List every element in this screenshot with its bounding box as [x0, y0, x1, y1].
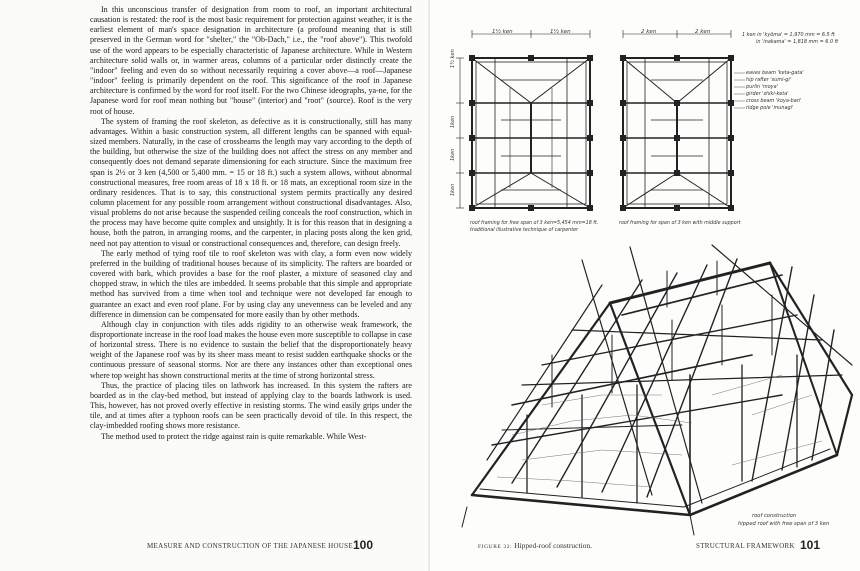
- member-legend: [742, 30, 854, 120]
- figure-caption: [478, 541, 592, 550]
- perspective-label: hipped roof with free span of 3 ken: [738, 521, 830, 527]
- perspective-label: roof construction: [752, 513, 797, 519]
- dim-label: 1ken: [450, 115, 456, 128]
- dim-label: 1½ ken: [450, 49, 456, 68]
- legend-item: purlin 'moya': [746, 84, 778, 90]
- dim-label: 2 ken: [641, 29, 657, 35]
- dim-label: 1½ ken: [550, 29, 571, 35]
- dim-label: 1ken: [450, 183, 456, 196]
- body-text: [90, 5, 412, 442]
- paragraph: Although clay in conjunction with tiles adds rigidity to an otherwise weak framework, the disproportionate increase in the roof load makes the house even more susceptible to collapse in case of horizontal stress. There is no evidence to sustain the belief that the disproportionately heavy weight of the Japanese roof was by its sheer mass meant to resist sudden earthquake shocks or the continuous pressure of seasonal storms. Nor are there any instances other than exceptional ones where top weight has shown constructional merits at the time of strong horizontal stress.: [90, 319, 412, 380]
- legend-item: in 'inakama' = 1,818 mm = 6.0 ft: [756, 39, 839, 45]
- dim-label: 1½ ken: [492, 29, 513, 35]
- legend-item: eaves beam 'keta-gata': [746, 70, 804, 76]
- plan-caption: roof framing for span of 3 ken with middle support: [619, 221, 741, 226]
- paragraph: The early method of tying roof tile to roof skeleton was with clay, a form even now widely preferred in the building of traditional houses because of its simplicity. The rafters are boarded or covered with bark, which provides a base for the roof plaster, a mixture of seasoned clay and chopped straw, in which the tiles are imbedded. It seems probable that this simple and appropriate method has survived from a time when tool and technique were not developed far enough to guarantee an exact and even roof plane. For by using clay any unevenness can be leveled and any difference in dimension can be compensated for more easily than by other methods.: [90, 248, 412, 319]
- dim-label: 1ken: [450, 148, 456, 161]
- legend-item: girder 'shiki-keta': [746, 91, 789, 97]
- plan-caption: roof framing for free span of 3 ken=5,454 mm=18 ft.: [470, 221, 599, 226]
- figure-label: FIGURE 32:: [478, 544, 513, 550]
- plan-caption: traditional illustrative technique of carpenter: [470, 228, 578, 233]
- roof-plan-free-span: [440, 28, 610, 233]
- dim-label: 2 ken: [695, 29, 711, 35]
- running-footer-left: MEASURE AND CONSTRUCTION OF THE JAPANESE HOUSE: [147, 542, 353, 550]
- page-number-left: 100: [353, 538, 374, 552]
- page-number-right: 101: [800, 538, 821, 552]
- paragraph: Thus, the practice of placing tiles on lathwork has increased. In this system the rafters are boarded as in the clay-bed method, but instead of applying clay to the boards lathwork is used. This, however, has not proved overly effective in resisting storms. The wind easily grips under the tile, and at times after a typhoon roofs can be seen practically devoid of tile. In this respect, the clay-imbedded roofing shows more resistance.: [90, 380, 412, 431]
- legend-item: 1 ken in 'kyōma' = 1,970 mm = 6.5 ft: [742, 32, 835, 38]
- legend-item: ridge pole 'munagi': [746, 105, 794, 111]
- legend-item: cross beam 'koya-bari': [746, 98, 802, 104]
- running-footer-right: STRUCTURAL FRAMEWORK: [696, 542, 795, 550]
- hipped-roof-perspective: [452, 245, 860, 537]
- figure-caption-text: Hipped-roof construction.: [514, 541, 593, 550]
- paragraph: The method used to protect the ridge against rain is quite remarkable. While West-: [101, 431, 367, 441]
- paragraph: The system of framing the roof skeleton, as defective as it is constructionally, still has many advantages. Within a basic construction system, all different lengths can be spanned with equal-sized members. Naturally, in the case of crossbeams the length may vary according to the depth of the building, but otherwise the size of the building does not affect the stress on any member and consequently does not demand separate dimensioning for each structure. Since the maximum free span is 2½ or 3 ken (4,500 or 5,400 mm. = 15 or 18 ft.) such a system allows, without abnormal constructional measures, free room areas of 18 x 18 ft. or 18 mats, an exceptional room size in the ordinary residences. That is to say, this constructional system permits practically any desired column placement for any possible room arrangement without constructional disadvantages. Also, visual problems do not arise because the suspended ceiling conceals the roof construction, which in the process may have become quite complex and unsightly. It is for this reason that in designing a house, both the patron, in arranging rooms, and the carpenter, in placing posts along the ken grid, need not pay attention to visual or constructional consequences and, therefore, can design freely.: [90, 116, 412, 248]
- legend-item: hip rafter 'sumi-gi': [746, 77, 792, 83]
- roof-plan-middle-support: [615, 28, 740, 228]
- paragraph: In this unconscious transfer of designation from room to roof, an important architectural causation is restated: the roof is the most basic requirement for protection against weather, it is the earliest element of man's space designation in architecture (a profound meaning that is still preserved in the German word for "shelter," the "Ob-Dach," i.e., the "roof above"). This twofold use of the word appears to be especially characteristic of Japanese architecture. While in Western architecture solid walls or, in warmer areas, columns of a particular order distinctly create the "indoor" feeling and even do so without necessarily requiring a cover above—a roof—Japanese "indoor" feeling is primarily dependent on the roof. This significance of the roof in Japanese architecture is confirmed by the word for roof itself. For the two Chinese ideographs, ya-ne, for the Japanese word for roof mean nothing but "house" (interior) and "root" (source). Roof is the very root of house.: [90, 5, 412, 116]
